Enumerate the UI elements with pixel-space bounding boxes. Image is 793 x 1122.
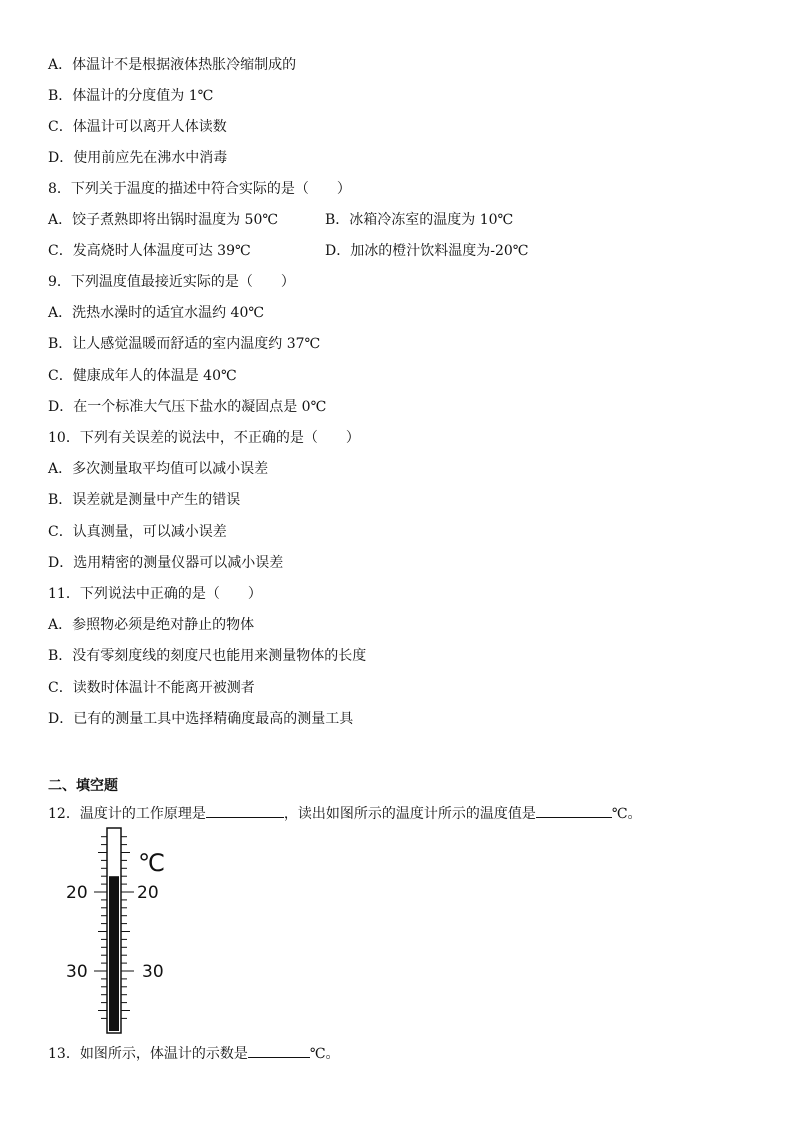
q12-stem [48,803,642,823]
q12-part3: ℃。 [611,806,642,822]
q8-option-b: B．冰箱冷冻室的温度为 10℃ [325,212,514,228]
q10-option-d: D．选用精密的测量仪器可以减小误差 [48,555,284,571]
right-label-30: 30 [142,962,164,982]
q12-part1: 12．温度计的工作原理是 [48,806,206,822]
q7-option-c: C．体温计可以离开人体读数 [48,119,227,135]
q9-option-a: A．洗热水澡时的适宜水温约 40℃ [48,305,265,321]
q11-option-b: B．没有零刻度线的刻度尺也能用来测量物体的长度 [48,648,367,664]
q7-option-d: D．使用前应先在沸水中消毒 [48,150,228,166]
q8-stem: 8．下列关于温度的描述中符合实际的是（ ） [48,181,351,197]
q11-option-a: A．参照物必须是绝对静止的物体 [48,617,255,633]
right-label-20: 20 [137,883,159,903]
left-label-20: 20 [66,883,88,903]
thermometer-liquid-column [109,876,119,1031]
thermometer-unit: ℃ [138,849,165,877]
q9-option-b: B．让人感觉温暖而舒适的室内温度约 37℃ [48,336,321,352]
q8-option-d: D．加冰的橙汁饮料温度为-20℃ [325,243,529,259]
q8-option-a: A．饺子煮熟即将出锅时温度为 50℃ [48,212,279,228]
q11-option-d: D．已有的测量工具中选择精确度最高的测量工具 [48,711,354,727]
q10-stem: 10．下列有关误差的说法中，不正确的是（ ） [48,430,360,446]
q12-part2: ，读出如图所示的温度计所示的温度值是 [283,806,536,822]
left-label-30: 30 [66,962,88,982]
q12-blank-1[interactable] [206,803,284,818]
q11-option-c: C．读数时体温计不能离开被测者 [48,680,255,696]
q7-option-a: A．体温计不是根据液体热胀冷缩制成的 [48,57,297,73]
q9-stem: 9．下列温度值最接近实际的是（ ） [48,274,295,290]
q12-blank-2[interactable] [536,803,612,818]
q10-option-b: B．误差就是测量中产生的错误 [48,492,241,508]
q11-stem: 11．下列说法中正确的是（ ） [48,586,262,602]
q13-stem [48,1043,340,1063]
q8-option-c: C．发高烧时人体温度可达 39℃ [48,243,251,259]
q13-blank[interactable] [248,1043,310,1058]
q13-part1: 13．如图所示，体温计的示数是 [48,1046,248,1062]
q10-option-c: C．认真测量，可以减小误差 [48,524,227,540]
q9-option-d: D．在一个标准大气压下盐水的凝固点是 0℃ [48,399,327,415]
q9-option-c: C．健康成年人的体温是 40℃ [48,368,237,384]
q13-part2: ℃。 [309,1046,340,1062]
q7-option-b: B．体温计的分度值为 1℃ [48,88,214,104]
q10-option-a: A．多次测量取平均值可以减小误差 [48,461,269,477]
section-title: 二、填空题 [48,778,118,794]
thermometer-figure [60,826,180,1036]
